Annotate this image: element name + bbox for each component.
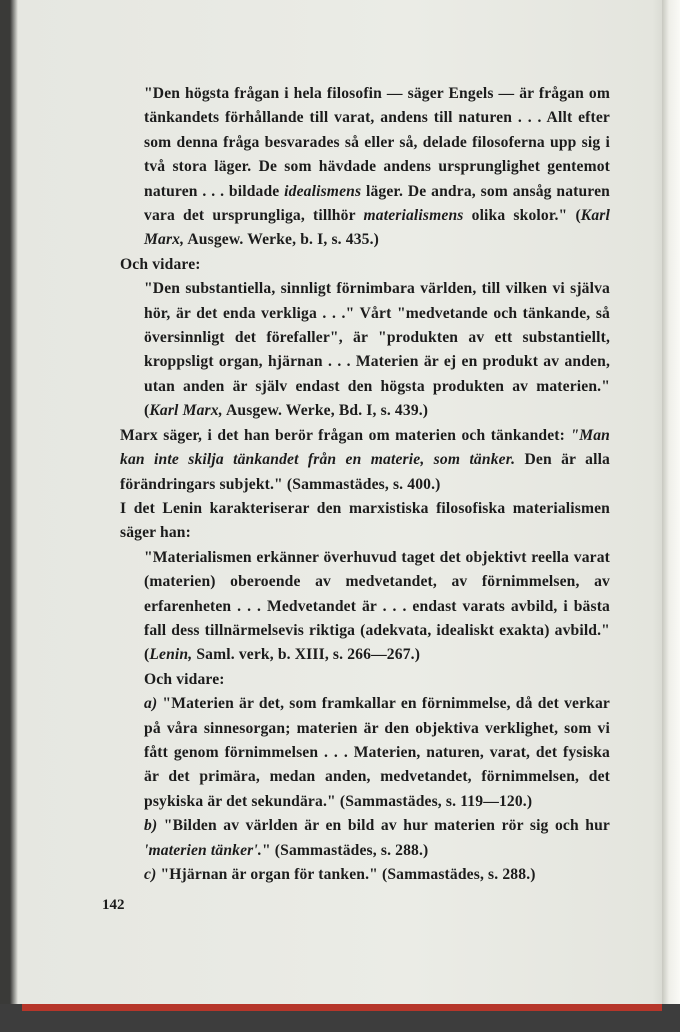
text-run: " (Sammastädes, s. 288.) xyxy=(261,841,429,859)
item-c xyxy=(120,863,610,887)
item-a xyxy=(120,692,610,814)
text-run: "Materialismen erkänner överhuvud taget det objektivt reella varat (materien) oberoende av medvetandet, av förnimmelsen, av erfarenheten . . . Medvetandet är . . . endast varats avbild, i bästa fall dess tillnärmelsevis riktiga (adekvata, idealiskt exakta) avbild." ( xyxy=(144,548,610,664)
page-number: 142 xyxy=(102,897,125,913)
italic-text: "Man kan inte skilja tänkandet från en materie, som tänker. xyxy=(120,426,610,469)
italic-text: Lenin, xyxy=(149,646,193,664)
text-run: "Den substantiella, sinnligt förnimbara världen, till vilken vi själva hör, är det enda verkliga . . ." Vårt "medvetande och tänkande, så översinnligt det förefaller", är "produkten av ett substantiellt, kroppsligt organ, hjärnan . . . Materien är ej en produkt av anden, utan anden är själv endast den högsta produkten av materien." ( xyxy=(144,280,610,420)
text-run: "Den högsta frågan i hela filosofin — säger Engels — är frågan om tänkandets förhållande till varat, andens till naturen . . . Allt efter som denna fråga besvarades så eller så, delade filosoferna upp sig i två stora läger. De som hävdade andens ursprunglighet gentemot naturen . . . bildade xyxy=(144,85,610,200)
page-edge xyxy=(662,0,680,1032)
italic-text: materialismens xyxy=(363,207,464,225)
italic-text: 'materien tänker'. xyxy=(144,841,262,859)
text-run: Ausgew. Werke, b. I, s. 435.) xyxy=(184,231,380,249)
paragraph-och-vidare-1 xyxy=(120,253,610,277)
text-run: Och vidare: xyxy=(120,255,201,273)
paragraph-lenin-intro xyxy=(120,497,610,546)
italic-text: a) xyxy=(144,695,158,713)
text-run: I det Lenin karakteriserar den marxistiska filosofiska materialismen säger han: xyxy=(120,499,610,542)
text-run: "Bilden av världen är en bild av hur materien rör sig och hur xyxy=(157,817,610,835)
quote-lenin-materialism xyxy=(120,546,610,668)
body-text xyxy=(120,82,610,887)
text-run: Ausgew. Werke, Bd. I, s. 439.) xyxy=(222,402,429,420)
italic-text: idealismens xyxy=(284,182,362,200)
italic-text: Karl Marx, xyxy=(149,402,223,420)
item-b xyxy=(120,814,610,863)
text-run: läger. De andra, som ansåg naturen vara det ursprungliga, tillhör xyxy=(144,182,610,225)
text-run: olika skolor." ( xyxy=(463,207,581,225)
book-cover-edge xyxy=(22,1004,662,1011)
text-run: Marx säger, i det han berör frågan om materien och tänkandet: xyxy=(120,426,571,444)
italic-text: c) xyxy=(144,866,157,883)
paragraph-marx-says xyxy=(120,424,610,497)
quote-engels xyxy=(120,82,610,253)
quote-marx-substantial-world xyxy=(120,277,610,423)
text-run: Och vidare: xyxy=(144,670,225,688)
text-run: Saml. verk, b. XIII, s. 266—267.) xyxy=(192,646,421,664)
text-run: "Materien är det, som framkallar en förnimmelse, då det verkar på våra sinnesorgan; materien är den objektiva verklighet, som vi fått genom förnimmelsen . . . Materien, naturen, varat, det fysiska är det primära, medan anden, medvetandet, förnimmelsen, det psykiska är det sekundära." (Sammastädes, s. 119—120.) xyxy=(144,695,610,810)
italic-text: b) xyxy=(144,817,158,835)
italic-text: Karl Marx, xyxy=(144,207,610,249)
text-run: "Hjärnan är organ för tanken." (Sammastädes, s. 288.) xyxy=(156,866,536,883)
paragraph-och-vidare-2 xyxy=(120,668,610,692)
text-run: Den är alla förändringars subjekt." (Sammastädes, s. 400.) xyxy=(120,451,611,493)
